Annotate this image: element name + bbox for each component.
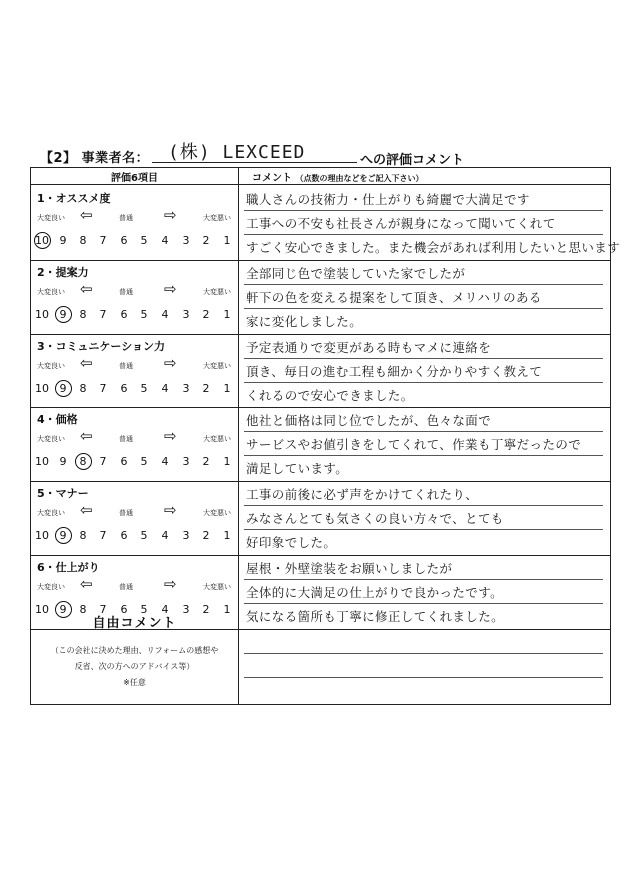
score-number: 9 (59, 381, 67, 395)
scale-label-normal: 普通 (119, 214, 133, 222)
comment-line: 工事への不安も社長さんが親身になって聞いてくれて (246, 216, 556, 231)
section-divider (31, 260, 238, 261)
score-number: 8 (79, 529, 87, 543)
section-divider (238, 260, 611, 261)
comment-ruled-line (244, 579, 603, 580)
score-number: 9 (59, 234, 67, 247)
scale-label-very-good: 大変良い (37, 435, 65, 444)
scale-label-very-bad: 大変悪い (203, 287, 231, 296)
comment-ruled-line (244, 234, 603, 235)
score-number: 3 (182, 603, 190, 616)
comment-line: 他社と価格は同じ位でしたが、色々な面で (246, 413, 492, 429)
score-number: 3 (182, 234, 190, 247)
comment-ruled-line (244, 505, 603, 506)
evaluation-item-title: 5・マナー (37, 487, 89, 501)
comment-line: 全部同じ色で塗装していた家でしたが (246, 265, 466, 281)
score-number: 4 (161, 603, 169, 616)
score-number: 3 (182, 381, 190, 395)
score-number: 6 (120, 455, 128, 469)
comment-ruled-line (244, 677, 603, 678)
comment-header-note: （点数の理由などをご記入下さい） (295, 174, 424, 183)
score-number: 7 (99, 455, 107, 469)
comment-line: 気になる箇所も丁寧に修正してくれました。 (246, 609, 505, 624)
score-number: 5 (140, 381, 148, 395)
score-number: 5 (140, 234, 148, 247)
score-number: 9 (59, 307, 67, 321)
form-title-prefix: 【2】 事業者名： (40, 151, 150, 166)
section-divider (31, 334, 238, 335)
arrow-right-icon: ⇨ (164, 575, 177, 593)
scale-label-very-good: 大変良い (37, 287, 65, 296)
score-number: 9 (59, 455, 67, 469)
form-title-suffix: への評価コメント (360, 153, 465, 168)
comment-ruled-line (244, 431, 603, 432)
section-divider (238, 555, 611, 556)
column-divider (238, 167, 239, 705)
scale-label-normal: 普通 (119, 361, 133, 370)
comment-ruled-line (244, 358, 603, 359)
score-number: 8 (79, 381, 87, 395)
section-divider (238, 407, 611, 408)
free-comment-title: 自由コメント (92, 616, 177, 631)
evaluation-item-title: 3・コミュニケーション力 (37, 339, 165, 353)
arrow-right-icon: ⇨ (164, 279, 177, 298)
score-number: 7 (99, 307, 107, 321)
scale-label-very-bad: 大変悪い (203, 509, 231, 518)
score-number: 5 (140, 529, 148, 543)
comment-line: サービスやお値引きをしてくれて、作業も丁寧だったので (246, 437, 582, 453)
comment-ruled-line (244, 382, 603, 383)
score-number: 4 (161, 381, 169, 395)
scale-label-normal: 普通 (119, 435, 133, 444)
comment-line: 職人さんの技術力・仕上がりも綺麗で大満足です (246, 192, 530, 207)
score-number: 4 (161, 529, 169, 543)
comment-line: 予定表通りで変更がある時もマメに連絡を (246, 339, 492, 355)
comment-ruled-line (244, 308, 603, 309)
header-divider (31, 184, 611, 185)
scale-label-very-bad: 大変悪い (203, 361, 231, 370)
score-number: 2 (202, 234, 210, 247)
score-number: 7 (99, 234, 107, 247)
section-divider (31, 407, 238, 408)
comment-line: すごく安心できました。また機会があれば利用したいと思います (246, 240, 621, 255)
score-number: 1 (223, 455, 231, 469)
arrow-left-icon: ⇦ (80, 427, 93, 446)
score-number: 2 (202, 529, 210, 543)
score-number: 10 (35, 529, 49, 543)
comment-header (252, 169, 423, 184)
comment-line: 満足しています。 (246, 461, 349, 477)
free-comment-optional-note: ※任意 (123, 678, 146, 687)
score-number: 7 (99, 603, 107, 616)
score-number: 2 (202, 307, 210, 321)
comment-header-label: コメント (252, 173, 292, 184)
comment-ruled-line (244, 653, 603, 654)
score-number: 2 (202, 381, 210, 395)
comment-line: くれるので安心できました。 (246, 387, 414, 403)
comment-line: 屋根・外壁塗装をお願いしましたが (246, 561, 453, 576)
score-number: 9 (59, 529, 67, 543)
arrow-right-icon: ⇨ (164, 353, 177, 372)
score-number: 5 (140, 307, 148, 321)
score-number: 8 (79, 603, 87, 616)
score-number: 10 (35, 381, 49, 395)
score-number: 3 (182, 529, 190, 543)
free-comment-note: （この会社に決めた理由、リフォームの感想や (50, 646, 219, 655)
section-divider (238, 629, 611, 630)
score-number: 10 (35, 307, 49, 321)
scale-label-normal: 普通 (119, 583, 133, 591)
score-number: 6 (120, 307, 128, 321)
score-number: 10 (35, 603, 49, 616)
scale-label-very-good: 大変良い (37, 214, 65, 222)
arrow-left-icon: ⇦ (80, 206, 93, 224)
comment-line: 工事の前後に必ず声をかけてくれたり、 (246, 487, 479, 503)
evaluation-item-title: 6・仕上がり (37, 561, 100, 574)
comment-line: 頂き、毎日の進む工程も細かく分かりやすく教えて (246, 363, 543, 379)
arrow-right-icon: ⇨ (164, 206, 177, 224)
evaluation-item-title: 4・価格 (37, 413, 78, 427)
free-comment-note: 反省、次の方へのアドバイス等） (74, 662, 195, 671)
score-number: 10 (35, 234, 49, 247)
arrow-right-icon: ⇨ (164, 501, 177, 520)
arrow-left-icon: ⇦ (80, 279, 93, 298)
comment-ruled-line (244, 284, 603, 285)
score-number: 6 (120, 603, 128, 616)
selected-score-circle (55, 380, 72, 397)
scale-label-very-good: 大変良い (37, 583, 65, 591)
comment-ruled-line (244, 529, 603, 530)
scale-label-normal: 普通 (119, 287, 133, 296)
selected-score-circle (34, 232, 51, 249)
comment-ruled-line (244, 455, 603, 456)
scale-label-very-good: 大変良い (37, 361, 65, 370)
score-number: 4 (161, 455, 169, 469)
comment-line: 好印象でした。 (246, 535, 337, 551)
score-number: 1 (223, 307, 231, 321)
score-number: 6 (120, 529, 128, 543)
section-divider (238, 334, 611, 335)
score-number: 10 (35, 455, 49, 469)
score-number: 1 (223, 529, 231, 543)
section-divider (31, 481, 238, 482)
scale-label-very-good: 大変良い (37, 509, 65, 518)
score-number: 2 (202, 455, 210, 469)
section-divider (31, 555, 238, 556)
score-number: 7 (99, 529, 107, 543)
company-name: (株) LEXCEED (168, 142, 306, 163)
comment-line: 全体的に大満足の仕上がりで良かったです。 (246, 585, 504, 600)
score-number: 7 (99, 381, 107, 395)
selected-score-circle (55, 306, 72, 323)
comment-line: 軒下の色を変える提案をして頂き、メリハリのある (246, 289, 542, 305)
score-number: 6 (120, 234, 128, 247)
evaluation-items-header: 評価6項目 (111, 173, 158, 184)
comment-line: 家に変化しました。 (246, 313, 363, 329)
scale-label-normal: 普通 (119, 509, 133, 518)
score-number: 5 (140, 603, 148, 616)
score-number: 1 (223, 603, 231, 616)
score-number: 5 (140, 455, 148, 469)
score-number: 1 (223, 381, 231, 395)
section-divider (238, 481, 611, 482)
comment-ruled-line (244, 603, 603, 604)
score-number: 9 (59, 603, 67, 616)
score-number: 6 (120, 381, 128, 395)
comment-ruled-line (244, 210, 603, 211)
score-number: 4 (161, 307, 169, 321)
evaluation-item-title: 1・オススメ度 (37, 192, 111, 205)
score-number: 8 (79, 307, 87, 321)
arrow-left-icon: ⇦ (80, 501, 93, 520)
score-number: 1 (223, 234, 231, 247)
scale-label-very-bad: 大変悪い (203, 435, 231, 444)
arrow-right-icon: ⇨ (164, 427, 177, 446)
scale-label-very-bad: 大変悪い (203, 214, 231, 222)
score-number: 3 (182, 455, 190, 469)
comment-line: みなさんとても気さくの良い方々で、とても (246, 511, 504, 527)
score-number: 3 (182, 307, 190, 321)
scale-label-very-bad: 大変悪い (203, 583, 231, 591)
arrow-left-icon: ⇦ (80, 353, 93, 372)
score-number: 8 (79, 455, 87, 469)
evaluation-item-title: 2・提案力 (37, 265, 89, 279)
score-number: 4 (161, 234, 169, 247)
score-number: 2 (202, 603, 210, 616)
arrow-left-icon: ⇦ (80, 575, 93, 593)
score-number: 8 (79, 234, 87, 247)
